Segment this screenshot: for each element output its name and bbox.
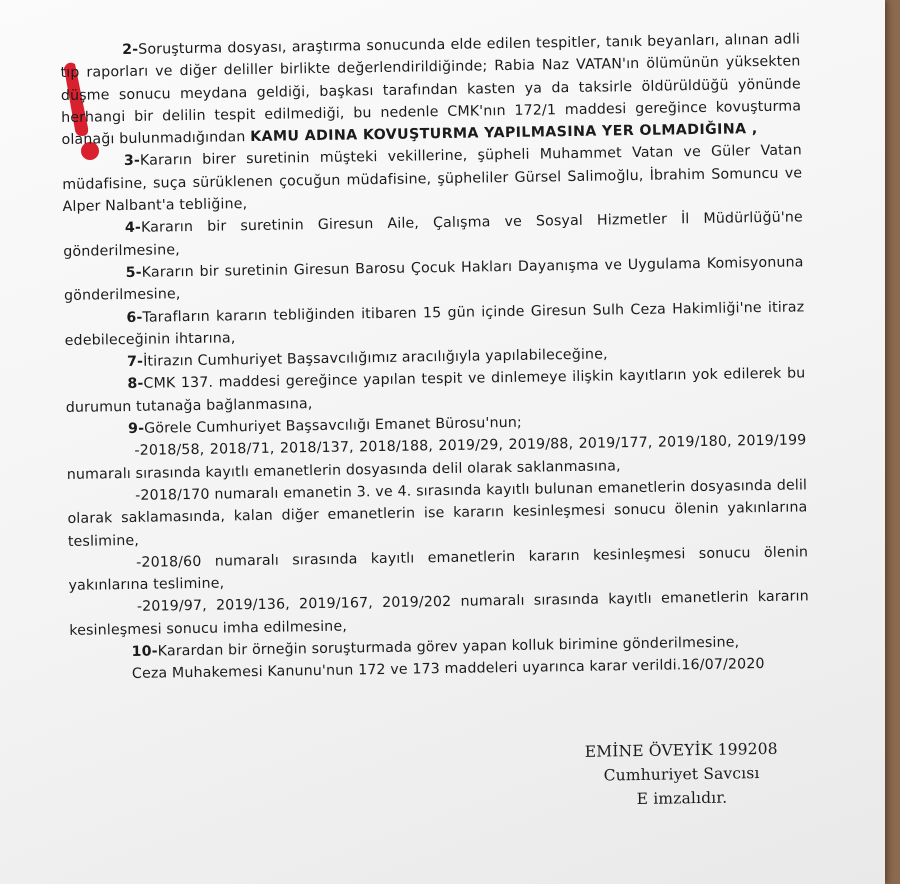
item-3: 3-Kararın birer suretinin müşteki vekillerine, şüpheli Muhammet Vatan ve Güler Vatan müdafisine, suça sürüklenen çocuğun müdafisine, şüpheliler Gürsel Salimoğlu, İbrahim Somuncu ve Alper Nalbant'a tebliğine, xyxy=(62,142,803,216)
item-5: 5-Kararın bir suretinin Giresun Barosu Çocuk Hakları Dayanışma ve Uygulama Komisyonuna gönderilmesine, xyxy=(63,254,804,305)
closing-line: Ceza Muhakemesi Kanunu'nun 172 ve 173 maddeleri uyarınca karar verildi.16/07/2020 xyxy=(131,656,765,683)
item-7: 7-İtirazın Cumhuriyet Başsavcılığımız aracılığıyla yapılabileceğine, xyxy=(126,346,608,371)
item-4: 4-Kararın bir suretinin Giresun Aile, Çalışma ve Sosyal Hizmetler İl Müdürlüğü'ne gönderilmesine, xyxy=(63,209,804,260)
signature-name: EMİNE ÖVEYİK 199208 xyxy=(584,739,778,761)
sub-item: -2018/58, 2018/71, 2018/137, 2018/188, 2019/29, 2019/88, 2019/177, 2019/180, 2019/199 numaralı sırasında kayıtlı emanetlerin dosyasında delil olarak saklanmasına, xyxy=(66,432,807,483)
item-10: 10-Karardan bir örneğin soruşturmada görev yapan kolluk birimine gönderilmesine, xyxy=(131,634,740,660)
document-body xyxy=(60,28,812,840)
signature-title: Cumhuriyet Savcısı xyxy=(603,764,760,785)
item-9: 9-Görele Cumhuriyet Başsavcılığı Emanet Bürosu'nun; xyxy=(127,414,523,438)
sub-item: -2019/97, 2019/136, 2019/167, 2019/202 numaralı sırasında kayıtlı emanetlerin kararın kesinleşmesi sonucu imha edilmesine, xyxy=(69,588,809,639)
sub-item: -2018/60 numaralı sırasında kayıtlı emanetlerin kararın kesinleşmesi sonucu ölenin yakınlarına teslimine, xyxy=(68,544,809,595)
item-6: 6-Tarafların kararın tebliğinden itibaren 15 gün içinde Giresun Sulh Ceza Hakimliği'ne itiraz edebileceğinin ihtarına, xyxy=(64,298,805,349)
signature-block xyxy=(531,736,832,813)
item-8: 8-CMK 137. maddesi gereğince yapılan tespit ve dinlemeye ilişkin kayıtların yok edilerek bu durumun tutanağa bağlanmasına, xyxy=(65,365,806,416)
signature-note: E imzalıdır. xyxy=(636,788,728,809)
sub-item: -2018/170 numaralı emanetin 3. ve 4. sırasında kayıtlı bulunan emanetlerin dosyasında delil olarak saklamasında, kalan diğer emanetlerin ise kararın kesinleşmesi sonucu ölenin yakınlarına teslimine, xyxy=(67,477,808,550)
item-2: 2-Soruşturma dosyası, araştırma sonucunda elde edilen tespitler, tanık beyanları, alınan adli tıp raporları ve diğer deliller birlikte değerlendirildiğinde; Rabia Naz VATAN'ın ölümünün yüksekten düşme sonucu meydana geldiği, başkası tarafından kasten ya da taksirle öldürüldüğü yönünde herhangi bir delilin tespit edilmediği, bu nedenle CMK'nın 172/1 maddesi gereğince kovuşturma olanağı bulunmadığından KAMU ADINA KOVUŞTURMA YAPILMASINA YER OLMADIĞINA , xyxy=(60,31,802,149)
